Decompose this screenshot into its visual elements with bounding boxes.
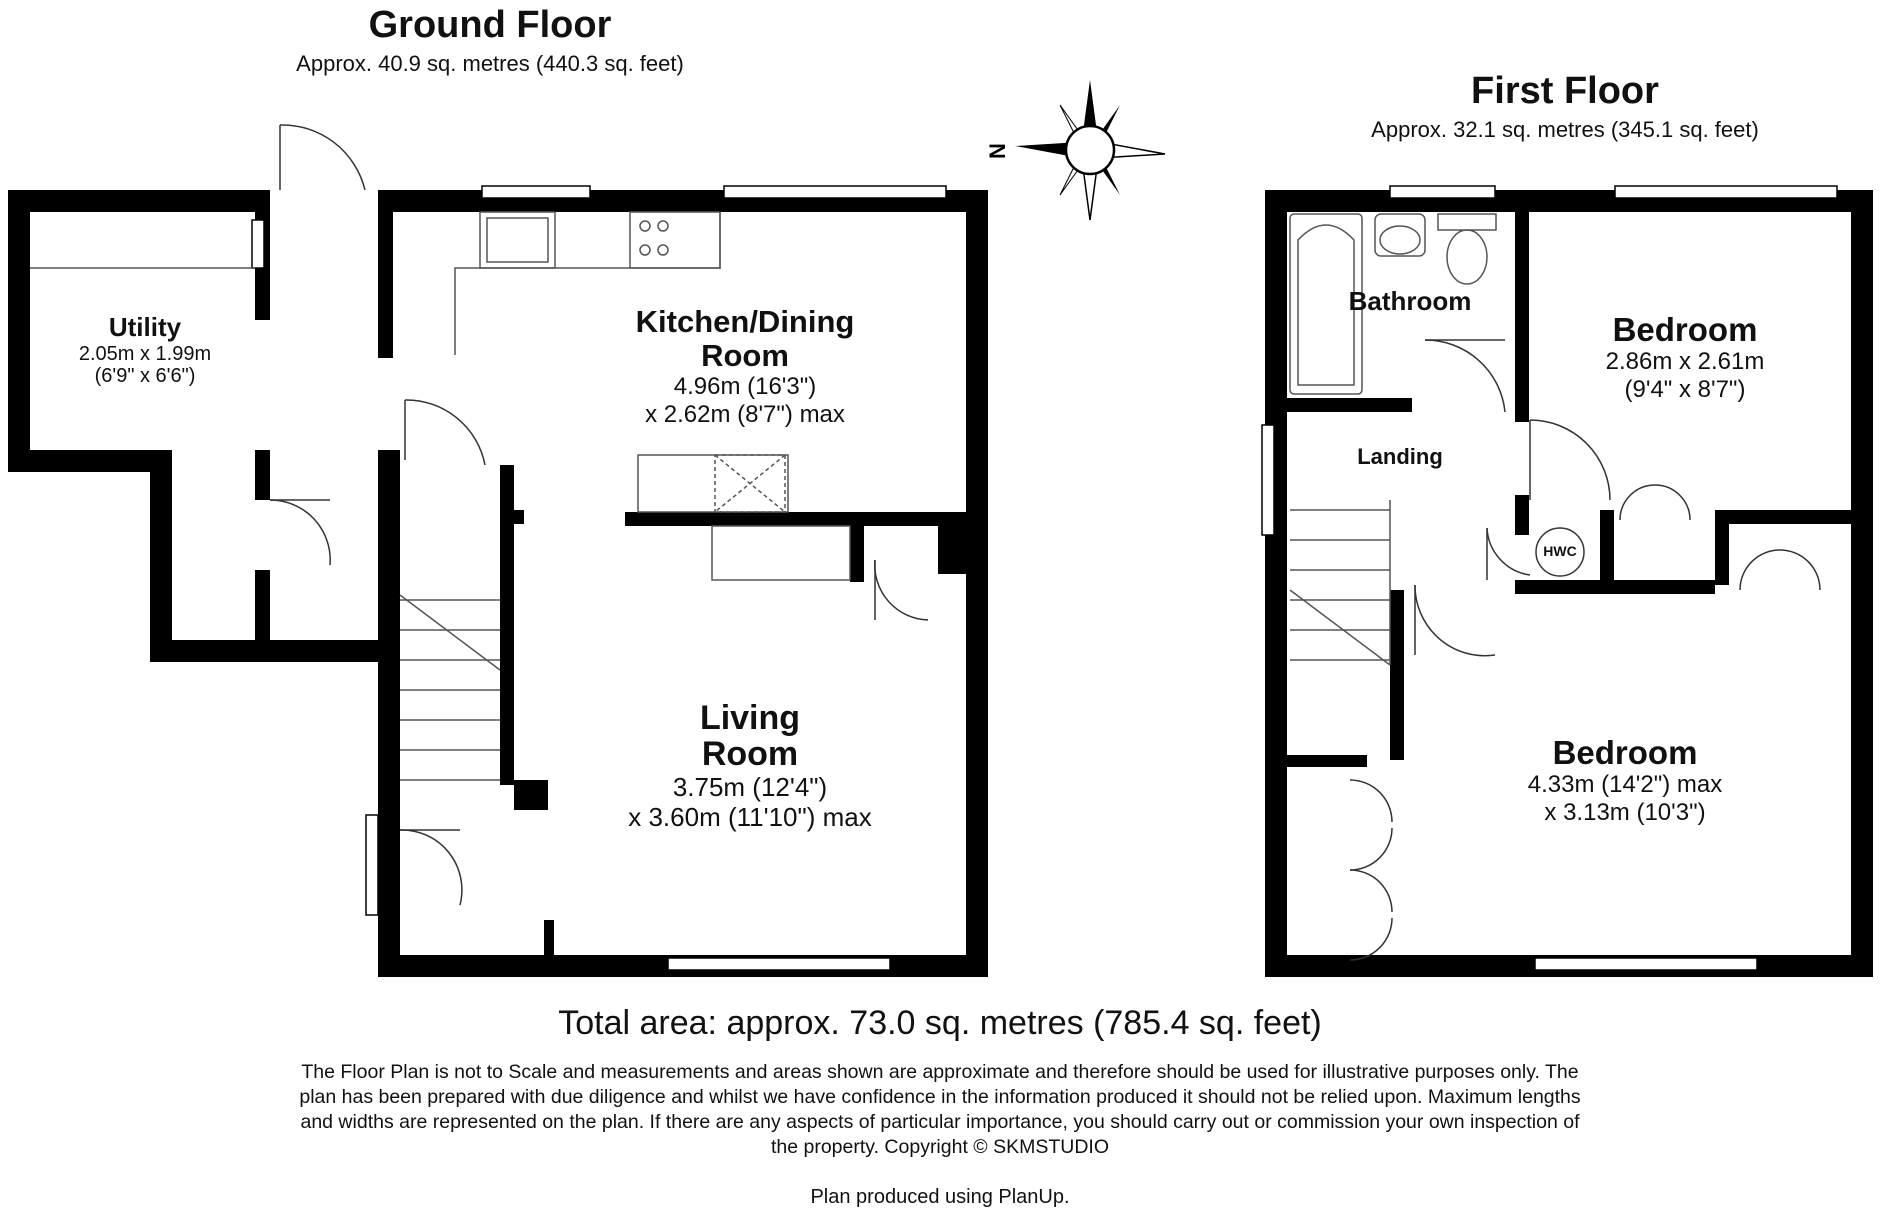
utility-name: Utility — [108, 312, 182, 342]
first-floor-title: First Floor — [1471, 70, 1659, 112]
first-floor-area: Approx. 32.1 sq. metres (345.1 sq. feet) — [1371, 117, 1759, 142]
kitchen-label — [545, 305, 945, 429]
disclaimer-text: The Floor Plan is not to Scale and measurements and areas shown are approximate and therefore should be used for illustrative purposes only. The plan has been prepared with due diligence and whilst we have confidence in the information produced it should not be relied upon. Maximum lengths and widths are represented on the plan. If there are any aspects of particular importance, you should carry out or commission your own inspection of the property. Copyright © SKMSTUDIO — [299, 1061, 1581, 1158]
compass-north-label: N — [985, 143, 1010, 159]
ground-stairs — [400, 595, 500, 780]
living-label — [550, 700, 950, 832]
utility-label — [40, 312, 250, 387]
living-dim2: x 3.60m (11'10") max — [628, 802, 872, 832]
bathroom-name: Bathroom — [1348, 286, 1472, 316]
bedroom2-name: Bedroom — [1552, 734, 1698, 771]
compass-icon — [985, 80, 1165, 220]
kitchen-name2: Room — [701, 338, 789, 373]
bedroom1-dim2: (9'4" x 8'7") — [1624, 376, 1746, 403]
living-name2: Room — [701, 735, 799, 773]
total-area: Total area: approx. 73.0 sq. metres (785.4 sq. feet) — [558, 1004, 1322, 1042]
living-name1: Living — [699, 699, 801, 737]
bedroom2-dim1: 4.33m (14'2") max — [1527, 771, 1723, 798]
bedroom1-dim1: 2.86m x 2.61m — [1605, 348, 1765, 375]
ground-floor-title: Ground Floor — [368, 4, 612, 46]
bedroom1-label — [1565, 312, 1805, 404]
utility-dim1: 2.05m x 1.99m — [78, 343, 212, 365]
produced-by: Plan produced using PlanUp. — [810, 1186, 1070, 1208]
ground-floor-area: Approx. 40.9 sq. metres (440.3 sq. feet) — [296, 51, 684, 76]
bedroom1-name: Bedroom — [1612, 311, 1758, 348]
kitchen-name1: Kitchen/Dining — [635, 304, 855, 339]
bedroom2-dim2: x 3.13m (10'3") — [1544, 799, 1706, 826]
bedroom2-label — [1490, 735, 1760, 827]
first-floor-doors — [1350, 340, 1820, 960]
kitchen-dim1: 4.96m (16'3") — [673, 373, 817, 400]
first-floor-stairs — [1290, 500, 1390, 665]
living-dim1: 3.75m (12'4") — [672, 772, 828, 802]
utility-dim2: (6'9" x 6'6") — [94, 365, 196, 387]
landing-name: Landing — [1357, 444, 1443, 469]
hwc-name: HWC — [1543, 543, 1577, 559]
kitchen-dim2: x 2.62m (8'7") max — [645, 401, 845, 428]
